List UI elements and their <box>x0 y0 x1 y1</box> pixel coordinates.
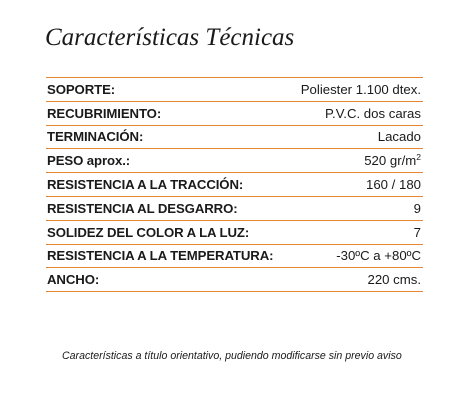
page-title: Características Técnicas <box>45 24 295 51</box>
spec-label: ANCHO: <box>47 272 100 288</box>
spec-row-recubrimiento <box>46 102 423 126</box>
spec-value: 160 / 180 <box>366 177 421 193</box>
spec-value: -30ºC a +80ºC <box>336 248 421 264</box>
spec-row-traccion <box>46 173 423 197</box>
spec-row-temperatura <box>46 245 423 269</box>
spec-row-ancho <box>46 268 423 292</box>
spec-row-desgarro <box>46 197 423 221</box>
spec-label: RECUBRIMIENTO: <box>47 105 162 121</box>
specs-table <box>46 77 423 292</box>
spec-label: SOLIDEZ DEL COLOR A LA LUZ: <box>47 224 250 240</box>
spec-value-container <box>364 153 422 168</box>
spec-row-soporte <box>46 78 423 102</box>
spec-value: Poliester 1.100 dtex. <box>300 81 421 97</box>
spec-value: 7 <box>413 224 421 240</box>
footnote: Características a título orientativo, pudiendo modificarse sin previo aviso <box>62 350 402 362</box>
spec-row-solidez <box>46 221 423 245</box>
spec-value-superscript: 2 <box>416 152 421 163</box>
spec-value: 9 <box>413 200 421 216</box>
spec-label: SOPORTE: <box>47 81 116 97</box>
spec-value: Lacado <box>377 129 421 145</box>
spec-label: RESISTENCIA AL DESGARRO: <box>47 200 238 216</box>
spec-value: 220 cms. <box>367 272 421 288</box>
spec-row-peso <box>46 149 423 173</box>
spec-label: PESO aprox.: <box>47 153 131 169</box>
spec-value: P.V.C. dos caras <box>324 105 421 121</box>
spec-value: 520 gr/m <box>364 153 417 169</box>
spec-row-terminacion <box>46 126 423 150</box>
spec-label: RESISTENCIA A LA TEMPERATURA: <box>47 248 274 264</box>
spec-label: RESISTENCIA A LA TRACCIÓN: <box>47 177 244 193</box>
spec-label: TERMINACIÓN: <box>47 129 144 145</box>
